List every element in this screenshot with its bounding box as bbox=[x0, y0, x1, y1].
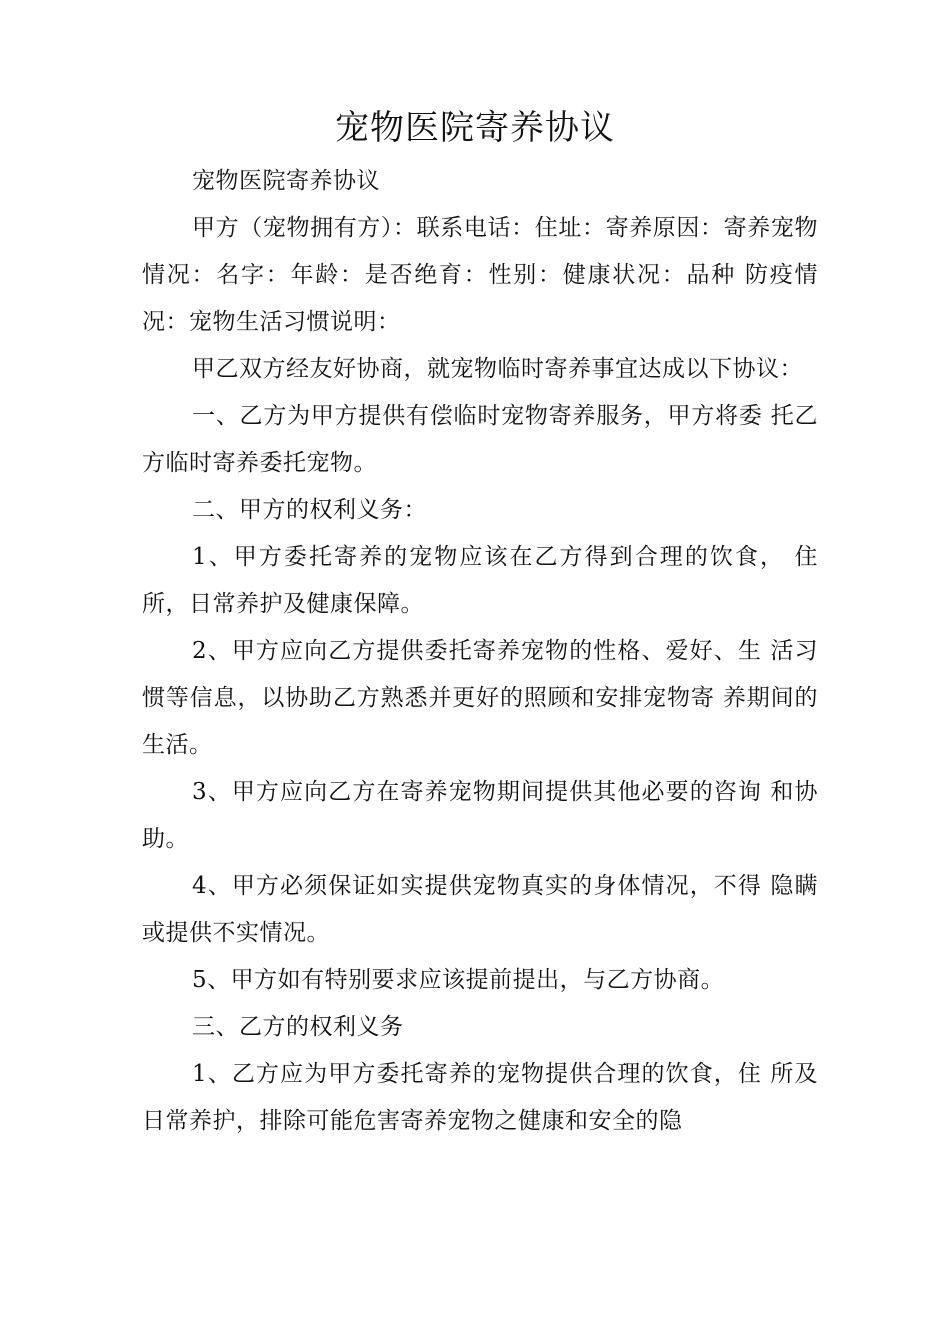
paragraph-clause-1: 一、乙方为甲方提供有偿临时宠物寄养服务，甲方将委 托乙方临时寄养委托宠物。 bbox=[142, 403, 818, 476]
paragraph-party-a-info: 甲方（宠物拥有方）：联系电话：住址：寄养原因：寄养宠物情况：名字：年龄：是否绝育：性别：健康状况：品种 防疫情况：宠物生活习惯说明： bbox=[142, 215, 818, 335]
paragraph-section-3-heading: 三、乙方的权利义务 bbox=[192, 1014, 404, 1040]
paragraph-section-2-item-2: 2、甲方应向乙方提供委托寄养宠物的性格、爱好、生 活习惯等信息，以协助乙方熟悉并更好的照顾和安排宠物寄 养期间的生活。 bbox=[142, 638, 818, 758]
paragraph-section-2-item-5: 5、甲方如有特别要求应该提前提出，与乙方协商。 bbox=[192, 967, 725, 993]
paragraph-section-2-heading: 二、甲方的权利义务： bbox=[192, 497, 427, 523]
paragraph-section-2-item-3: 3、甲方应向乙方在寄养宠物期间提供其他必要的咨询 和协助。 bbox=[142, 779, 818, 852]
paragraph-agreement-intro: 甲乙双方经友好协商，就宠物临时寄养事宜达成以下协议： bbox=[192, 356, 803, 382]
document-title: 宠物医院寄养协议 bbox=[335, 108, 615, 148]
paragraph-section-2-item-4: 4、甲方必须保证如实提供宠物真实的身体情况，不得 隐瞒或提供不实情况。 bbox=[142, 873, 818, 946]
document-body bbox=[142, 158, 818, 1145]
paragraph-section-3-item-1: 1、乙方应为甲方委托寄养的宠物提供合理的饮食，住 所及日常养护，排除可能危害寄养宠物之健康和安全的隐 bbox=[142, 1061, 818, 1134]
paragraph-subtitle: 宠物医院寄养协议 bbox=[192, 168, 380, 194]
paragraph-section-2-item-1: 1、甲方委托寄养的宠物应该在乙方得到合理的饮食， 住所，日常养护及健康保障。 bbox=[142, 544, 818, 617]
